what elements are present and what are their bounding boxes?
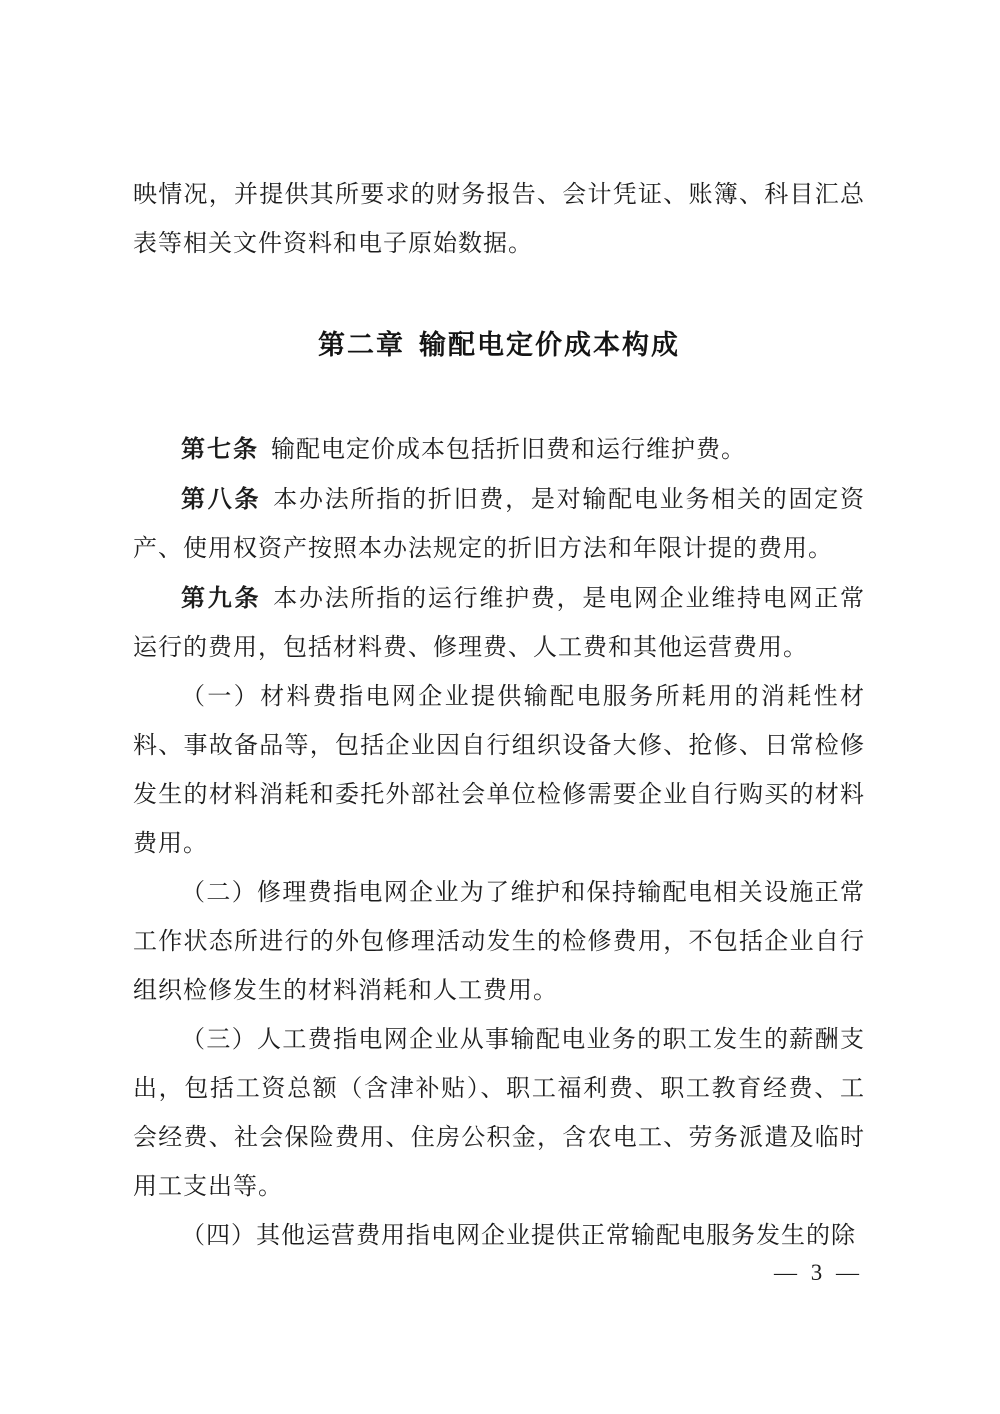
list-item-2: （二）修理费指电网企业为了维护和保持输配电相关设施正常工作状态所进行的外包修理活动发生的检修费用，不包括企业自行组织检修发生的材料消耗和人工费用。 xyxy=(133,880,865,1004)
article-7-text: 输配电定价成本包括折旧费和运行维护费。 xyxy=(271,437,746,463)
article-7-paragraph xyxy=(133,425,865,475)
article-7-label: 第七条 xyxy=(181,436,259,463)
list-item-3: （三）人工费指电网企业从事输配电业务的职工发生的薪酬支出，包括工资总额（含津补贴）、职工福利费、职工教育经费、工会经费、社会保险费用、住房公积金，含农电工、劳务派遣及临时用工支出等。 xyxy=(133,1027,865,1200)
article-9-text: 本办法所指的运行维护费，是电网企业维持电网正常运行的费用，包括材料费、修理费、人工费和其他运营费用。 xyxy=(133,586,865,661)
article-8-paragraph xyxy=(133,475,865,574)
article-9-label: 第九条 xyxy=(181,585,262,612)
chapter-number: 第二章 xyxy=(318,330,405,360)
paragraph-continuation: 映情况，并提供其所要求的财务报告、会计凭证、账簿、科目汇总表等相关文件资料和电子原始数据。 xyxy=(133,182,865,257)
chapter-title: 输配电定价成本构成 xyxy=(419,330,680,360)
article-8-label: 第八条 xyxy=(181,486,262,513)
list-item-4: （四）其他运营费用指电网企业提供正常输配电服务发生的除 xyxy=(181,1223,856,1249)
list-item-1: （一）材料费指电网企业提供输配电服务所耗用的消耗性材料、事故备品等，包括企业因自行组织设备大修、抢修、日常检修发生的材料消耗和委托外部社会单位检修需要企业自行购买的材料费用。 xyxy=(133,684,865,857)
page-number: — 3 — xyxy=(774,1260,863,1285)
chapter-heading xyxy=(133,325,865,365)
article-9-paragraph xyxy=(133,574,865,673)
article-8-text: 本办法所指的折旧费，是对输配电业务相关的固定资产、使用权资产按照本办法规定的折旧方法和年限计提的费用。 xyxy=(133,487,865,562)
